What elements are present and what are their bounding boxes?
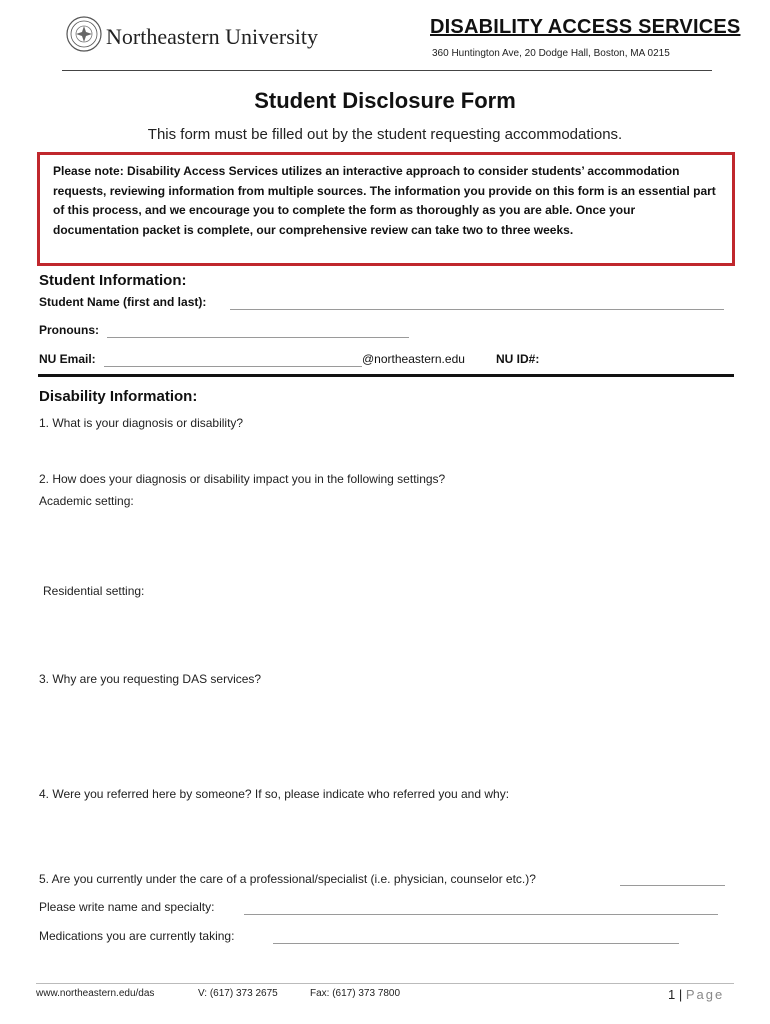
footer-divider bbox=[36, 983, 734, 984]
footer-voice-phone: V: (617) 373 2675 bbox=[198, 988, 278, 999]
academic-setting-answer-area[interactable] bbox=[39, 512, 729, 578]
question-2: 2. How does your diagnosis or disability impact you in the following settings? bbox=[39, 472, 446, 486]
question-4: 4. Were you referred here by someone? If so, please indicate who referred you and why: bbox=[39, 787, 510, 801]
page-indicator bbox=[668, 987, 724, 1002]
academic-setting-label: Academic setting: bbox=[39, 494, 134, 508]
footer-fax: Fax: (617) 373 7800 bbox=[310, 988, 401, 999]
email-label: NU Email: bbox=[39, 352, 96, 366]
student-name-label: Student Name (first and last): bbox=[39, 295, 207, 309]
department-address: 360 Huntington Ave, 20 Dodge Hall, Boston, MA 0215 bbox=[432, 48, 670, 59]
student-info-heading: Student Information: bbox=[39, 272, 187, 289]
disability-info-heading: Disability Information: bbox=[39, 388, 198, 405]
form-title: Student Disclosure Form bbox=[254, 88, 516, 113]
form-subtitle: This form must be filled out by the student requesting accommodations. bbox=[147, 126, 623, 143]
footer-website-link[interactable]: www.northeastern.edu/das bbox=[36, 988, 155, 999]
email-domain: @northeastern.edu bbox=[362, 352, 465, 366]
medications-field[interactable] bbox=[273, 943, 679, 944]
page-separator: | bbox=[678, 987, 683, 1002]
question-4-answer-area[interactable] bbox=[39, 805, 729, 867]
question-3: 3. Why are you requesting DAS services? bbox=[39, 672, 262, 686]
residential-setting-label: Residential setting: bbox=[43, 584, 145, 598]
question-3-answer-area[interactable] bbox=[39, 690, 729, 784]
university-seal-icon bbox=[66, 16, 102, 52]
question-5-field[interactable] bbox=[620, 885, 725, 886]
medications-label: Medications you are currently taking: bbox=[39, 929, 235, 943]
nu-id-label: NU ID#: bbox=[496, 352, 540, 366]
page-number: 1 bbox=[668, 987, 676, 1002]
pronouns-field[interactable] bbox=[107, 337, 409, 338]
page-word: Page bbox=[685, 987, 725, 1002]
question-5: 5. Are you currently under the care of a professional/specialist (i.e. physician, counselor etc.)? bbox=[39, 872, 536, 886]
question-1-answer-area[interactable] bbox=[39, 434, 729, 466]
residential-setting-answer-area[interactable] bbox=[39, 602, 729, 666]
question-1: 1. What is your diagnosis or disability? bbox=[39, 416, 244, 430]
pronouns-label: Pronouns: bbox=[39, 323, 99, 337]
note-text: Please note: Disability Access Services utilizes an interactive approach to consider students’ accommodation requests, reviewing information from multiple sources. The information you provide on this form is an essential part of this process, and we encourage you to complete the form as thoroughly as you are able. Once your documentation packet is complete, our comprehensive review can take two to three weeks. bbox=[53, 164, 716, 237]
section-divider bbox=[38, 374, 734, 377]
email-field[interactable] bbox=[104, 366, 362, 367]
department-title: DISABILITY ACCESS SERVICES bbox=[430, 16, 741, 38]
student-name-field[interactable] bbox=[230, 309, 724, 310]
specialty-label: Please write name and specialty: bbox=[39, 900, 215, 914]
specialty-field[interactable] bbox=[244, 914, 718, 915]
university-name: Northeastern University bbox=[106, 24, 318, 49]
header-divider bbox=[62, 70, 712, 71]
